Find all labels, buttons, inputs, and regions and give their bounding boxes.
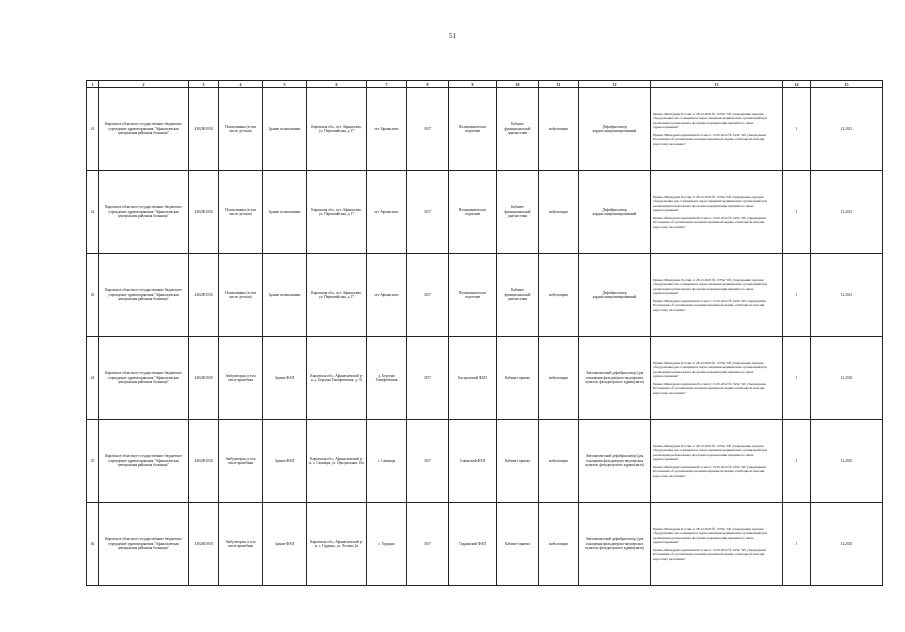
locality: пгт Афанасьево <box>367 171 407 254</box>
column-number: 3 <box>189 81 219 88</box>
equipment-name: Дефибриллятор кардиосинхронизированный <box>579 88 651 171</box>
column-number: 4 <box>219 81 263 88</box>
organization-name: Кировское областное государственное бюджетное учреждение здравоохранения "Афанасьевская центральная районная больница" <box>99 254 189 337</box>
oktmo-code: 3107 <box>407 88 449 171</box>
address: Кировская обл., Афанасьевский р-н, д. Берсени Тимофеевская, д. 31 <box>307 337 367 420</box>
building-name: Здание ФАП <box>263 503 307 586</box>
cabinet: Кабинет функциональной диагностики <box>497 171 539 254</box>
legal-basis <box>651 503 783 586</box>
address: Кировская обл., пгт. Афанасьево, ул. Первомайская, д.17 <box>307 171 367 254</box>
page-number: 51 <box>449 32 456 40</box>
cabinet: Кабинет приема <box>497 420 539 503</box>
oktmo-code: 3107 <box>407 254 449 337</box>
unit-type: Амбулатория, в том числе врачебная <box>219 420 263 503</box>
building-name: Здание поликлиники <box>263 254 307 337</box>
legal-basis <box>651 337 783 420</box>
row-number: 45 <box>87 420 99 503</box>
row-number: 42 <box>87 171 99 254</box>
care-conditions: амбулаторно <box>539 171 579 254</box>
table-row <box>87 420 883 503</box>
equipment-table <box>86 80 883 586</box>
legal-order-2: Приказ Минздравсоцразвития России от 15.05.2012 № 543н "Об утверждении Положения об организации оказания первичной медико-санитарной помощи взрослому населению" <box>653 382 766 395</box>
table-row <box>87 171 883 254</box>
subdivision: Поликлиническое отделение <box>449 171 497 254</box>
organization-name: Кировское областное государственное бюджетное учреждение здравоохранения "Афанасьевская центральная районная больница" <box>99 337 189 420</box>
unit-type: Поликлиника (в том числе детская) <box>219 254 263 337</box>
quantity: 1 <box>783 88 811 171</box>
legal-basis <box>651 254 783 337</box>
oktmo-code: 3107 <box>407 420 449 503</box>
row-number: 46 <box>87 503 99 586</box>
unit-type: Поликлиника (в том числе детская) <box>219 171 263 254</box>
column-number: 10 <box>497 81 539 88</box>
legal-basis <box>651 171 783 254</box>
unit-type: Поликлиника (в том числе детская) <box>219 88 263 171</box>
column-number: 6 <box>307 81 367 88</box>
locality: с. Савинцы <box>367 420 407 503</box>
oktmo-code: 3107 <box>407 337 449 420</box>
table-row <box>87 337 883 420</box>
column-number: 14 <box>783 81 811 88</box>
locality: д. Берсени Тимофеевская <box>367 337 407 420</box>
delivery-date: 12.2025 <box>811 420 883 503</box>
building-name: Здание поликлиники <box>263 88 307 171</box>
delivery-date: 12.2021 <box>811 88 883 171</box>
cabinet: Кабинет приема <box>497 503 539 586</box>
building-name: Здание поликлиники <box>263 171 307 254</box>
column-number: 8 <box>407 81 449 88</box>
organization-code: 4302001030 <box>189 254 219 337</box>
quantity: 1 <box>783 503 811 586</box>
organization-code: 4302001030 <box>189 171 219 254</box>
subdivision: Поликлиническое отделение <box>449 88 497 171</box>
column-number-row <box>87 81 883 88</box>
row-number: 44 <box>87 337 99 420</box>
care-conditions: амбулаторно <box>539 88 579 171</box>
address: Кировская обл., пгт. Афанасьево, ул. Первомайская, д.17 <box>307 88 367 171</box>
legal-basis <box>651 88 783 171</box>
organization-name: Кировское областное государственное бюджетное учреждение здравоохранения "Афанасьевская центральная районная больница" <box>99 88 189 171</box>
delivery-date: 12.2021 <box>811 171 883 254</box>
quantity: 1 <box>783 420 811 503</box>
address: Кировская обл., Афанасьевский р-н, с. Савинцы, ул. Центральная, 16а <box>307 420 367 503</box>
table-row <box>87 503 883 586</box>
care-conditions: амбулаторно <box>539 503 579 586</box>
legal-order-1: Приказ Минздрава России от 28.12.2020 № 1379н "Об утверждении перечня оборудования для оснащения и переоснащения медицинских организаций при реализации региональных программ модернизации первичного звена здравоохранения" <box>653 278 767 295</box>
delivery-date: 12.2025 <box>811 503 883 586</box>
equipment-name: Автоматический дефибриллятор (для оснащения фельдшерско-акушерских пунктов, фельдшерского здравпункта) <box>579 337 651 420</box>
legal-order-2: Приказ Минздравсоцразвития России от 15.05.2012 № 543н "Об утверждении Положения об организации оказания первичной медико-санитарной помощи взрослому населению" <box>653 133 766 146</box>
legal-order-2: Приказ Минздравсоцразвития России от 15.05.2012 № 543н "Об утверждении Положения об организации оказания первичной медико-санитарной помощи взрослому населению" <box>653 548 766 561</box>
care-conditions: амбулаторно <box>539 420 579 503</box>
subdivision: Бисеровский ФАП <box>449 337 497 420</box>
column-number: 9 <box>449 81 497 88</box>
column-number: 5 <box>263 81 307 88</box>
legal-order-1: Приказ Минздрава России от 28.12.2020 № 1379н "Об утверждении перечня оборудования для оснащения и переоснащения медицинских организаций при реализации региональных программ модернизации первичного звена здравоохранения" <box>653 444 767 461</box>
legal-order-2: Приказ Минздравсоцразвития России от 15.05.2012 № 543н "Об утверждении Положения об организации оказания первичной медико-санитарной помощи взрослому населению" <box>653 216 766 229</box>
organization-name: Кировское областное государственное бюджетное учреждение здравоохранения "Афанасьевская центральная районная больница" <box>99 420 189 503</box>
organization-code: 4302001030 <box>189 88 219 171</box>
equipment-name: Автоматический дефибриллятор (для оснащения фельдшерско-акушерских пунктов, фельдшерского здравпункта) <box>579 420 651 503</box>
oktmo-code: 3107 <box>407 503 449 586</box>
address: Кировская обл., пгт. Афанасьево, ул. Первомайская, д.17 <box>307 254 367 337</box>
care-conditions: амбулаторно <box>539 337 579 420</box>
organization-name: Кировское областное государственное бюджетное учреждение здравоохранения "Афанасьевская центральная районная больница" <box>99 171 189 254</box>
organization-code: 4302001030 <box>189 420 219 503</box>
column-number: 15 <box>811 81 883 88</box>
column-number: 12 <box>579 81 651 88</box>
unit-type: Амбулатория, в том числе врачебная <box>219 503 263 586</box>
legal-order-1: Приказ Минздрава России от 28.12.2020 № 1379н "Об утверждении перечня оборудования для оснащения и переоснащения медицинских организаций при реализации региональных программ модернизации первичного звена здравоохранения" <box>653 195 767 212</box>
row-number: 41 <box>87 88 99 171</box>
subdivision: Гординский ФАП <box>449 503 497 586</box>
locality: с. Гордино <box>367 503 407 586</box>
subdivision: Савинский ФАП <box>449 420 497 503</box>
cabinet: Кабинет приема <box>497 337 539 420</box>
column-number: 1 <box>87 81 99 88</box>
column-number: 13 <box>651 81 783 88</box>
legal-order-2: Приказ Минздравсоцразвития России от 15.05.2012 № 543н "Об утверждении Положения об организации оказания первичной медико-санитарной помощи взрослому населению" <box>653 465 766 478</box>
locality: пгт Афанасьево <box>367 254 407 337</box>
oktmo-code: 3107 <box>407 171 449 254</box>
delivery-date: 12.2025 <box>811 337 883 420</box>
legal-basis <box>651 420 783 503</box>
building-name: Здание ФАП <box>263 420 307 503</box>
quantity: 1 <box>783 337 811 420</box>
care-conditions: амбулаторно <box>539 254 579 337</box>
subdivision: Поликлиническое отделение <box>449 254 497 337</box>
locality: пгт Афанасьево <box>367 88 407 171</box>
cabinet: Кабинет функциональной диагностики <box>497 254 539 337</box>
delivery-date: 12.2021 <box>811 254 883 337</box>
legal-order-2: Приказ Минздравсоцразвития России от 15.05.2012 № 543н "Об утверждении Положения об организации оказания первичной медико-санитарной помощи взрослому населению" <box>653 299 766 312</box>
building-name: Здание ФАП <box>263 337 307 420</box>
equipment-name: Дефибриллятор кардиосинхронизированный <box>579 254 651 337</box>
table-row <box>87 254 883 337</box>
legal-order-1: Приказ Минздрава России от 28.12.2020 № 1379н "Об утверждении перечня оборудования для оснащения и переоснащения медицинских организаций при реализации региональных программ модернизации первичного звена здравоохранения" <box>653 112 767 129</box>
quantity: 1 <box>783 254 811 337</box>
column-number: 2 <box>99 81 189 88</box>
legal-order-1: Приказ Минздрава России от 28.12.2020 № 1379н "Об утверждении перечня оборудования для оснащения и переоснащения медицинских организаций при реализации региональных программ модернизации первичного звена здравоохранения" <box>653 361 767 378</box>
column-number: 11 <box>539 81 579 88</box>
organization-name: Кировское областное государственное бюджетное учреждение здравоохранения "Афанасьевская центральная районная больница" <box>99 503 189 586</box>
equipment-name: Автоматический дефибриллятор (для оснащения фельдшерско-акушерских пунктов, фельдшерского здравпункта) <box>579 503 651 586</box>
equipment-name: Дефибриллятор кардиосинхронизированный <box>579 171 651 254</box>
cabinet: Кабинет функциональной диагностики <box>497 88 539 171</box>
row-number: 43 <box>87 254 99 337</box>
address: Кировская обл., Афанасьевский р-н, с. Гордино, ул. Лесная, 2а <box>307 503 367 586</box>
unit-type: Амбулатория, в том числе врачебная <box>219 337 263 420</box>
quantity: 1 <box>783 171 811 254</box>
organization-code: 4302001030 <box>189 337 219 420</box>
column-number: 7 <box>367 81 407 88</box>
organization-code: 4302001030 <box>189 503 219 586</box>
table-row <box>87 88 883 171</box>
legal-order-1: Приказ Минздрава России от 28.12.2020 № 1379н "Об утверждении перечня оборудования для оснащения и переоснащения медицинских организаций при реализации региональных программ модернизации первичного звена здравоохранения" <box>653 527 767 544</box>
